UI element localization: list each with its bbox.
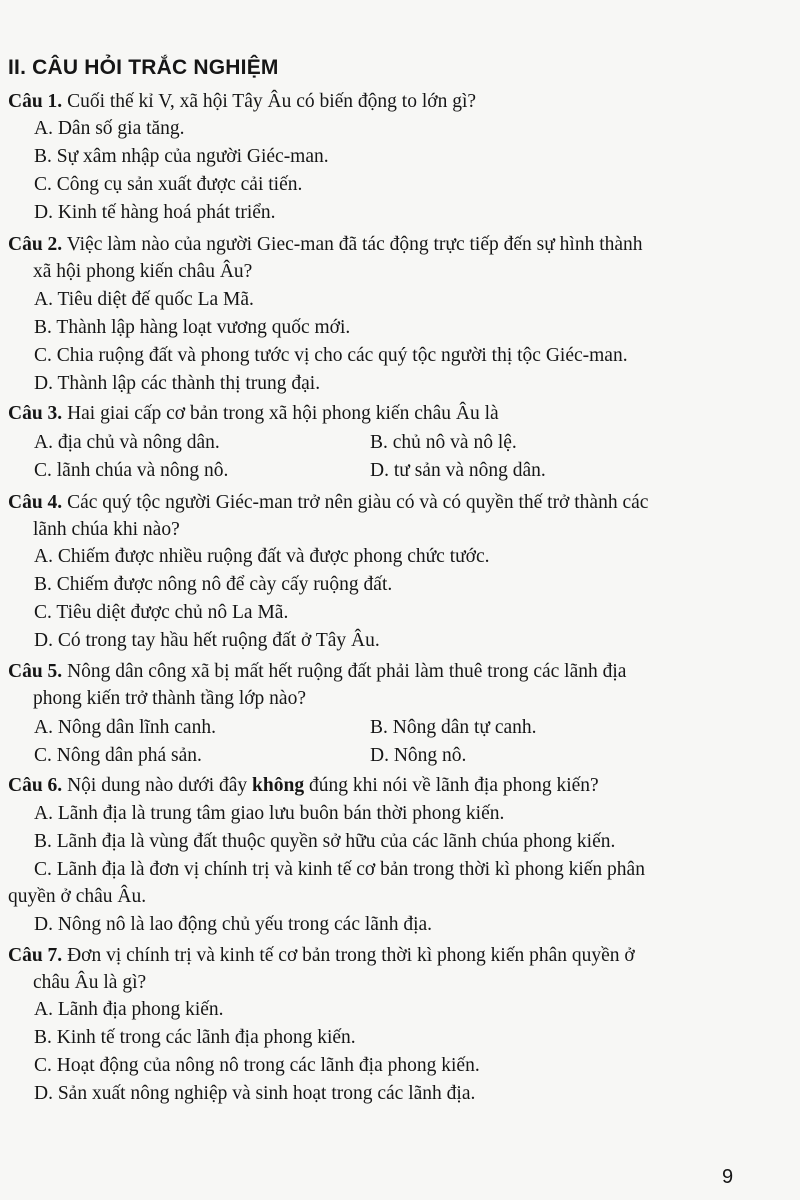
option-d: D. Có trong tay hầu hết ruộng đất ở Tây Âu. [34,630,380,651]
question-2 [8,231,768,285]
option-b: B. Lãnh địa là vùng đất thuộc quyền sở hữu của các lãnh chúa phong kiến. [34,831,616,852]
question-4 [8,489,768,543]
option-c: C. Nông dân phá sản. [34,745,202,766]
option-c: C. Công cụ sản xuất được cải tiến. [34,174,303,195]
option-a: A. Dân số gia tăng. [34,118,185,139]
question-text: Các quý tộc người Giéc-man trở nên giàu có và có quyền thế trở thành các [62,492,649,513]
option-c: C. Hoạt động của nông nô trong các lãnh địa phong kiến. [34,1055,480,1076]
page-number: 9 [722,1166,734,1188]
question-text: Nội dung nào dưới đây [62,775,253,796]
option-c: C. Lãnh địa là đơn vị chính trị và kinh tế cơ bản trong thời kì phong kiến phân [34,859,645,880]
option-a: A. Nông dân lĩnh canh. [34,717,216,738]
question-text-continued: phong kiến trở thành tầng lớp nào? [33,688,306,709]
option-c: C. Chia ruộng đất và phong tước vị cho các quý tộc người thị tộc Giéc-man. [34,345,628,366]
option-a: A. Chiếm được nhiều ruộng đất và được phong chức tước. [34,546,490,567]
option-d: D. Kinh tế hàng hoá phát triển. [34,202,276,223]
option-c: C. Tiêu diệt được chủ nô La Mã. [34,602,289,623]
option-a: A. địa chủ và nông dân. [34,432,220,453]
question-7 [8,942,768,996]
question-number: Câu 1. [8,91,63,112]
option-d: D. Nông nô. [370,745,467,766]
question-5 [8,658,768,712]
option-a: A. Lãnh địa là trung tâm giao lưu buôn bán thời phong kiến. [34,803,505,824]
question-number: Câu 6. [8,775,63,796]
option-c-continued: quyền ở châu Âu. [8,886,147,907]
emphasis-word: không [252,775,305,796]
question-text-continued: xã hội phong kiến châu Âu? [33,261,253,282]
question-text-continued: lãnh chúa khi nào? [33,519,180,540]
question-number: Câu 7. [8,945,63,966]
question-text: Hai giai cấp cơ bản trong xã hội phong kiến châu Âu là [62,403,499,424]
option-b: B. Thành lập hàng loạt vương quốc mới. [34,317,351,338]
option-b: B. Sự xâm nhập của người Giéc-man. [34,146,329,167]
question-text: Đơn vị chính trị và kinh tế cơ bản trong thời kì phong kiến phân quyền ở [62,945,635,966]
option-b: B. Nông dân tự canh. [370,717,537,738]
question-number: Câu 5. [8,661,63,682]
option-c: C. lãnh chúa và nông nô. [34,460,229,481]
section-title: II. CÂU HỎI TRẮC NGHIỆM [8,56,279,79]
question-text-end: đúng khi nói về lãnh địa phong kiến? [304,775,599,796]
question-6 [8,772,768,799]
option-d: D. Thành lập các thành thị trung đại. [34,373,321,394]
option-a: A. Tiêu diệt đế quốc La Mã. [34,289,254,310]
question-text-continued: châu Âu là gì? [33,972,147,993]
question-text: Nông dân công xã bị mất hết ruộng đất phải làm thuê trong các lãnh địa [62,661,627,682]
question-3 [8,400,768,427]
question-number: Câu 2. [8,234,63,255]
option-b: B. chủ nô và nô lệ. [370,432,517,453]
question-text: Việc làm nào của người Giec-man đã tác động trực tiếp đến sự hình thành [62,234,643,255]
option-d: D. Sản xuất nông nghiệp và sinh hoạt trong các lãnh địa. [34,1083,476,1104]
option-b: B. Kinh tế trong các lãnh địa phong kiến. [34,1027,356,1048]
option-d: D. Nông nô là lao động chủ yếu trong các lãnh địa. [34,914,433,935]
option-d: D. tư sản và nông dân. [370,460,546,481]
question-text: Cuối thế kỉ V, xã hội Tây Âu có biến động to lớn gì? [62,91,477,112]
question-1 [8,88,768,115]
option-b: B. Chiếm được nông nô để cày cấy ruộng đất. [34,574,393,595]
option-a: A. Lãnh địa phong kiến. [34,999,224,1020]
question-number: Câu 4. [8,492,63,513]
question-number: Câu 3. [8,403,63,424]
